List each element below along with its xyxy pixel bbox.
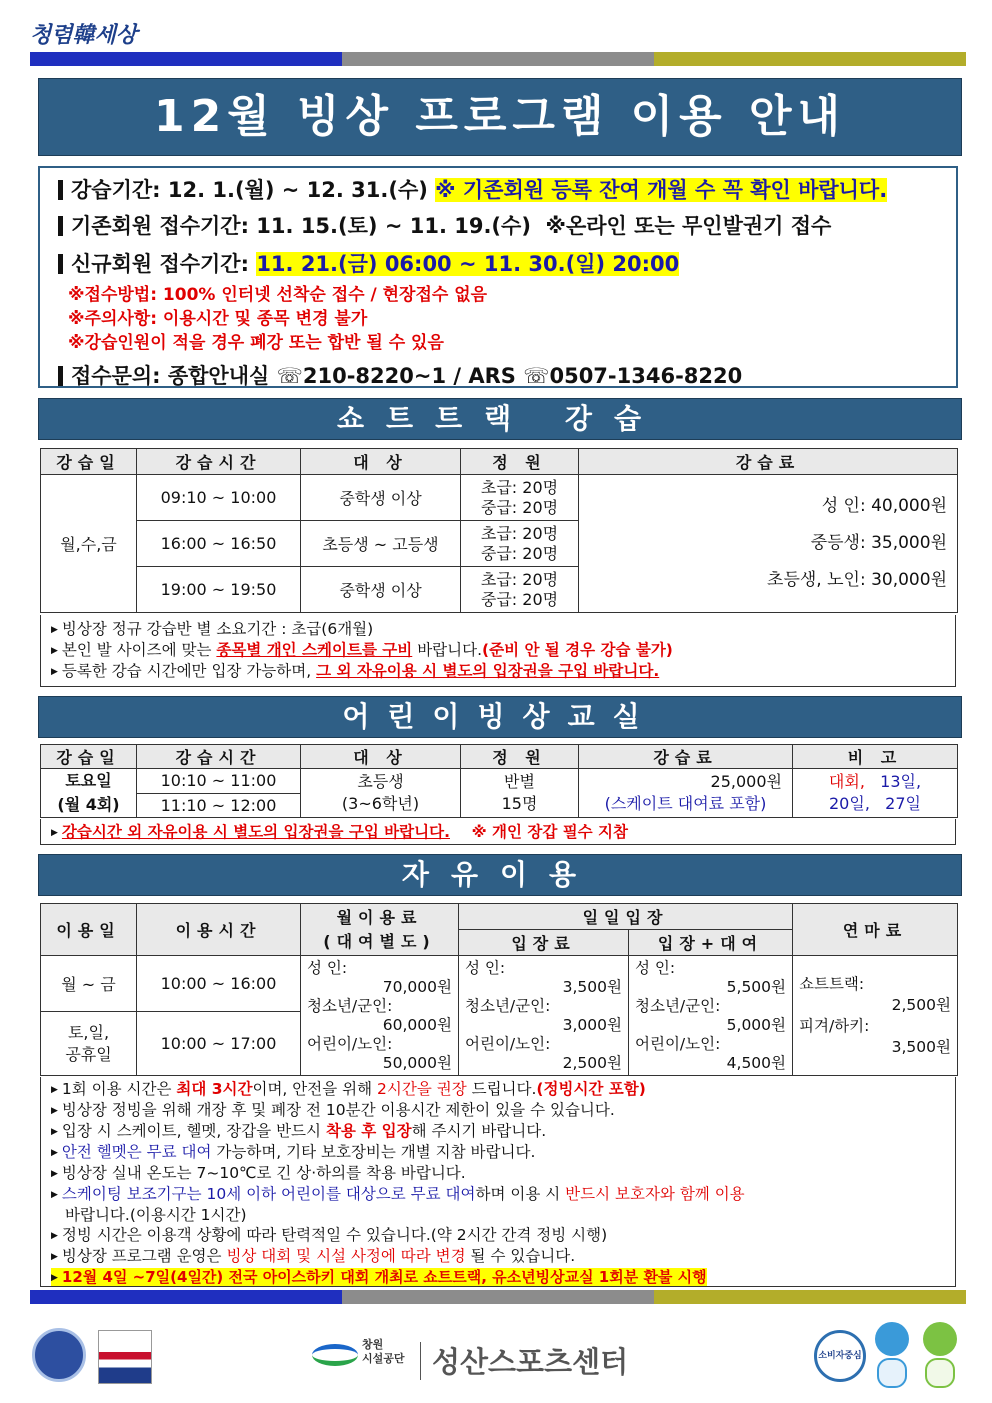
note-line: ▶ 등록한 강습 시간에만 입장 가능하며, 그 외 자유이용 시 별도의 입장권을 구입 바랍니다. [51, 662, 660, 680]
class-days: 월,수,금 [41, 475, 137, 613]
col-header: 강습시간 [137, 449, 301, 475]
org-logo-icon [312, 1344, 358, 1366]
class-capacity: 초급: 20명 중급: 20명 [461, 475, 579, 521]
col-header: 정 원 [461, 449, 579, 475]
class-time: 10:10 ~ 11:00 [137, 769, 301, 794]
col-header: 연마료 [793, 904, 958, 956]
col-header: 강습일 [41, 745, 137, 769]
kids-fee: 25,000원 (스케이트 대여료 포함) [579, 769, 793, 818]
col-header: 일일입장 [459, 904, 793, 930]
col-header: 입장료 [459, 930, 629, 956]
note-line: ▶ 빙상장 정빙을 위해 개장 후 및 폐장 전 10분간 이용시간 제한이 있을 수 있습니다. [51, 1101, 615, 1119]
kids-notes [40, 819, 956, 845]
free-title: 자유이용 [38, 854, 962, 896]
page-title: 12월 빙상 프로그램 이용 안내 [38, 78, 962, 156]
table-row [41, 475, 958, 521]
class-time: 11:10 ~ 12:00 [137, 793, 301, 818]
kids-table [40, 744, 958, 818]
col-header: 강습료 [579, 745, 793, 769]
note-line-highlight: ▶ 12월 4일 ~7일(4일간) 전국 아이스하키 대회 개최로 쇼트트랙, 유소년빙상교실 1회분 환불 시행 [51, 1268, 707, 1286]
col-header: 강습일 [41, 449, 137, 475]
info-note-2: ※주의사항: 이용시간 및 종목 변경 불가 [68, 309, 368, 329]
table-row [41, 956, 958, 1012]
note-line: ▶ 정빙 시간은 이용객 상황에 따라 탄력적일 수 있습니다.(약 2시간 간격 정빙 시행) [51, 1226, 608, 1244]
note-line: ▶ 빙상장 프로그램 운영은 빙상 대회 및 시설 사정에 따라 변경 될 수 있습니다. [51, 1247, 576, 1265]
monthly-fees: 성 인: 70,000원 청소년/군인: 60,000원 어린이/노인: 50,000원 [301, 956, 459, 1076]
mascot-blue-icon [872, 1322, 912, 1386]
note-line: ▶ 입장 시 스케이트, 헬멧, 장갑을 반드시 착용 후 입장해 주시기 바랍니다. [51, 1122, 547, 1140]
note-line: ▶ 스케이팅 보조기구는 10세 이하 어린이를 대상으로 무료 대여하며 이용 시 반드시 보호자와 함께 이용 [51, 1185, 745, 1203]
col-header: 대 상 [301, 449, 461, 475]
short-track-table [40, 448, 958, 613]
kids-capacity: 반별 15명 [461, 769, 579, 818]
short-track-notes [40, 615, 956, 687]
class-time: 16:00 ~ 16:50 [137, 521, 301, 567]
note-line: 바랍니다.(이용시간 1시간) [65, 1206, 247, 1224]
certification-badge-icon [32, 1328, 86, 1382]
use-time: 10:00 ~ 16:00 [137, 956, 301, 1012]
org-divider [420, 1342, 421, 1380]
info-inquiry: 접수문의: 종합안내실 ☏210-8220~1 / ARS ☏0507-1346-8220 [58, 360, 742, 390]
entry-rent-fees: 성 인: 5,500원 청소년/군인: 5,000원 어린이/노인: 4,500원 [629, 956, 793, 1076]
info-note-3: ※강습인원이 적을 경우 폐강 또는 합반 될 수 있음 [68, 333, 444, 353]
info-box [38, 166, 958, 388]
col-header: 입장+대여 [629, 930, 793, 956]
kids-remark: 대회, 13일, 20일, 27일 [793, 769, 958, 818]
free-table [40, 903, 958, 1076]
class-fees: 성 인: 40,000원 중등생: 35,000원 초등생, 노인: 30,000원 [579, 475, 958, 613]
use-day: 토,일, 공휴일 [41, 1012, 137, 1076]
col-header: 정 원 [461, 745, 579, 769]
top-color-bar [30, 52, 966, 66]
info-note-1: ※접수방법: 100% 인터넷 선착순 접수 / 현장접수 없음 [68, 285, 488, 305]
certification-mark-icon [98, 1330, 152, 1384]
note-line: ▶ 1회 이용 시간은 최대 3시간이며, 안전을 위해 2시간을 권장 드립니다.(정빙시간 포함) [51, 1080, 646, 1098]
note-line: ▶ 빙상장 실내 온도는 7~10℃로 긴 상·하의를 착용 바랍니다. [51, 1164, 466, 1182]
info-period: 강습기간: 12. 1.(월) ~ 12. 31.(수) ※ 기존회원 등록 잔여 개월 수 꼭 확인 바랍니다. [58, 174, 887, 204]
info-existing: 기존회원 접수기간: 11. 15.(토) ~ 11. 19.(수) ※온라인 또는 무인발권기 접수 [58, 210, 831, 240]
table-row [41, 769, 958, 794]
kids-days: 토요일 (월 4회) [41, 769, 137, 818]
header-logo: 청렴韓세상 [30, 23, 138, 48]
class-capacity: 초급: 20명 중급: 20명 [461, 521, 579, 567]
note-line: ▶ 빙상장 정규 강습반 별 소요기간 : 초급(6개월) [51, 620, 374, 638]
entry-fees: 성 인: 3,500원 청소년/군인: 3,000원 어린이/노인: 2,500원 [459, 956, 629, 1076]
col-header: 월이용료 (대여별도) [301, 904, 459, 956]
info-new: 신규회원 접수기간: 11. 21.(금) 06:00 ~ 11. 30.(일) 20:00 [58, 248, 679, 278]
use-time: 10:00 ~ 17:00 [137, 1012, 301, 1076]
note-line: ▶ 강습시간 외 자유이용 시 별도의 입장권을 구입 바랍니다. ※ 개인 장갑 필수 지참 [51, 823, 629, 841]
col-header: 대 상 [301, 745, 461, 769]
use-day: 월 ~ 금 [41, 956, 137, 1012]
kids-target: 초등생 (3~6학년) [301, 769, 461, 818]
org-center-name: 성산스포츠센터 [432, 1345, 629, 1379]
col-header: 비 고 [793, 745, 958, 769]
short-track-title: 쇼트트랙 강습 [38, 398, 962, 440]
col-header: 이용시간 [137, 904, 301, 956]
kids-title: 어린이빙상교실 [38, 696, 962, 738]
col-header: 이용일 [41, 904, 137, 956]
class-time: 19:00 ~ 19:50 [137, 567, 301, 613]
note-line: ▶ 안전 헬멧은 무료 대여 가능하며, 기타 보호장비는 개별 지참 바랍니다. [51, 1143, 536, 1161]
org-small-name: 창원 시설공단 [362, 1338, 405, 1365]
class-time: 09:10 ~ 10:00 [137, 475, 301, 521]
class-target: 초등생 ~ 고등생 [301, 521, 461, 567]
note-line: ▶ 본인 발 사이즈에 맞는 종목별 개인 스케이트를 구비 바랍니다.(준비 안 될 경우 강습 불가) [51, 641, 673, 659]
class-target: 중학생 이상 [301, 475, 461, 521]
ccm-badge-icon: 소비자중심 [814, 1330, 866, 1382]
mascot-green-icon [920, 1322, 960, 1386]
col-header: 강습료 [579, 449, 958, 475]
free-notes [40, 1077, 956, 1287]
class-capacity: 초급: 20명 중급: 20명 [461, 567, 579, 613]
class-target: 중학생 이상 [301, 567, 461, 613]
bottom-color-bar [30, 1290, 966, 1304]
annual-fees: 쇼트트랙: 2,500원 피겨/하키: 3,500원 [793, 956, 958, 1076]
col-header: 강습시간 [137, 745, 301, 769]
